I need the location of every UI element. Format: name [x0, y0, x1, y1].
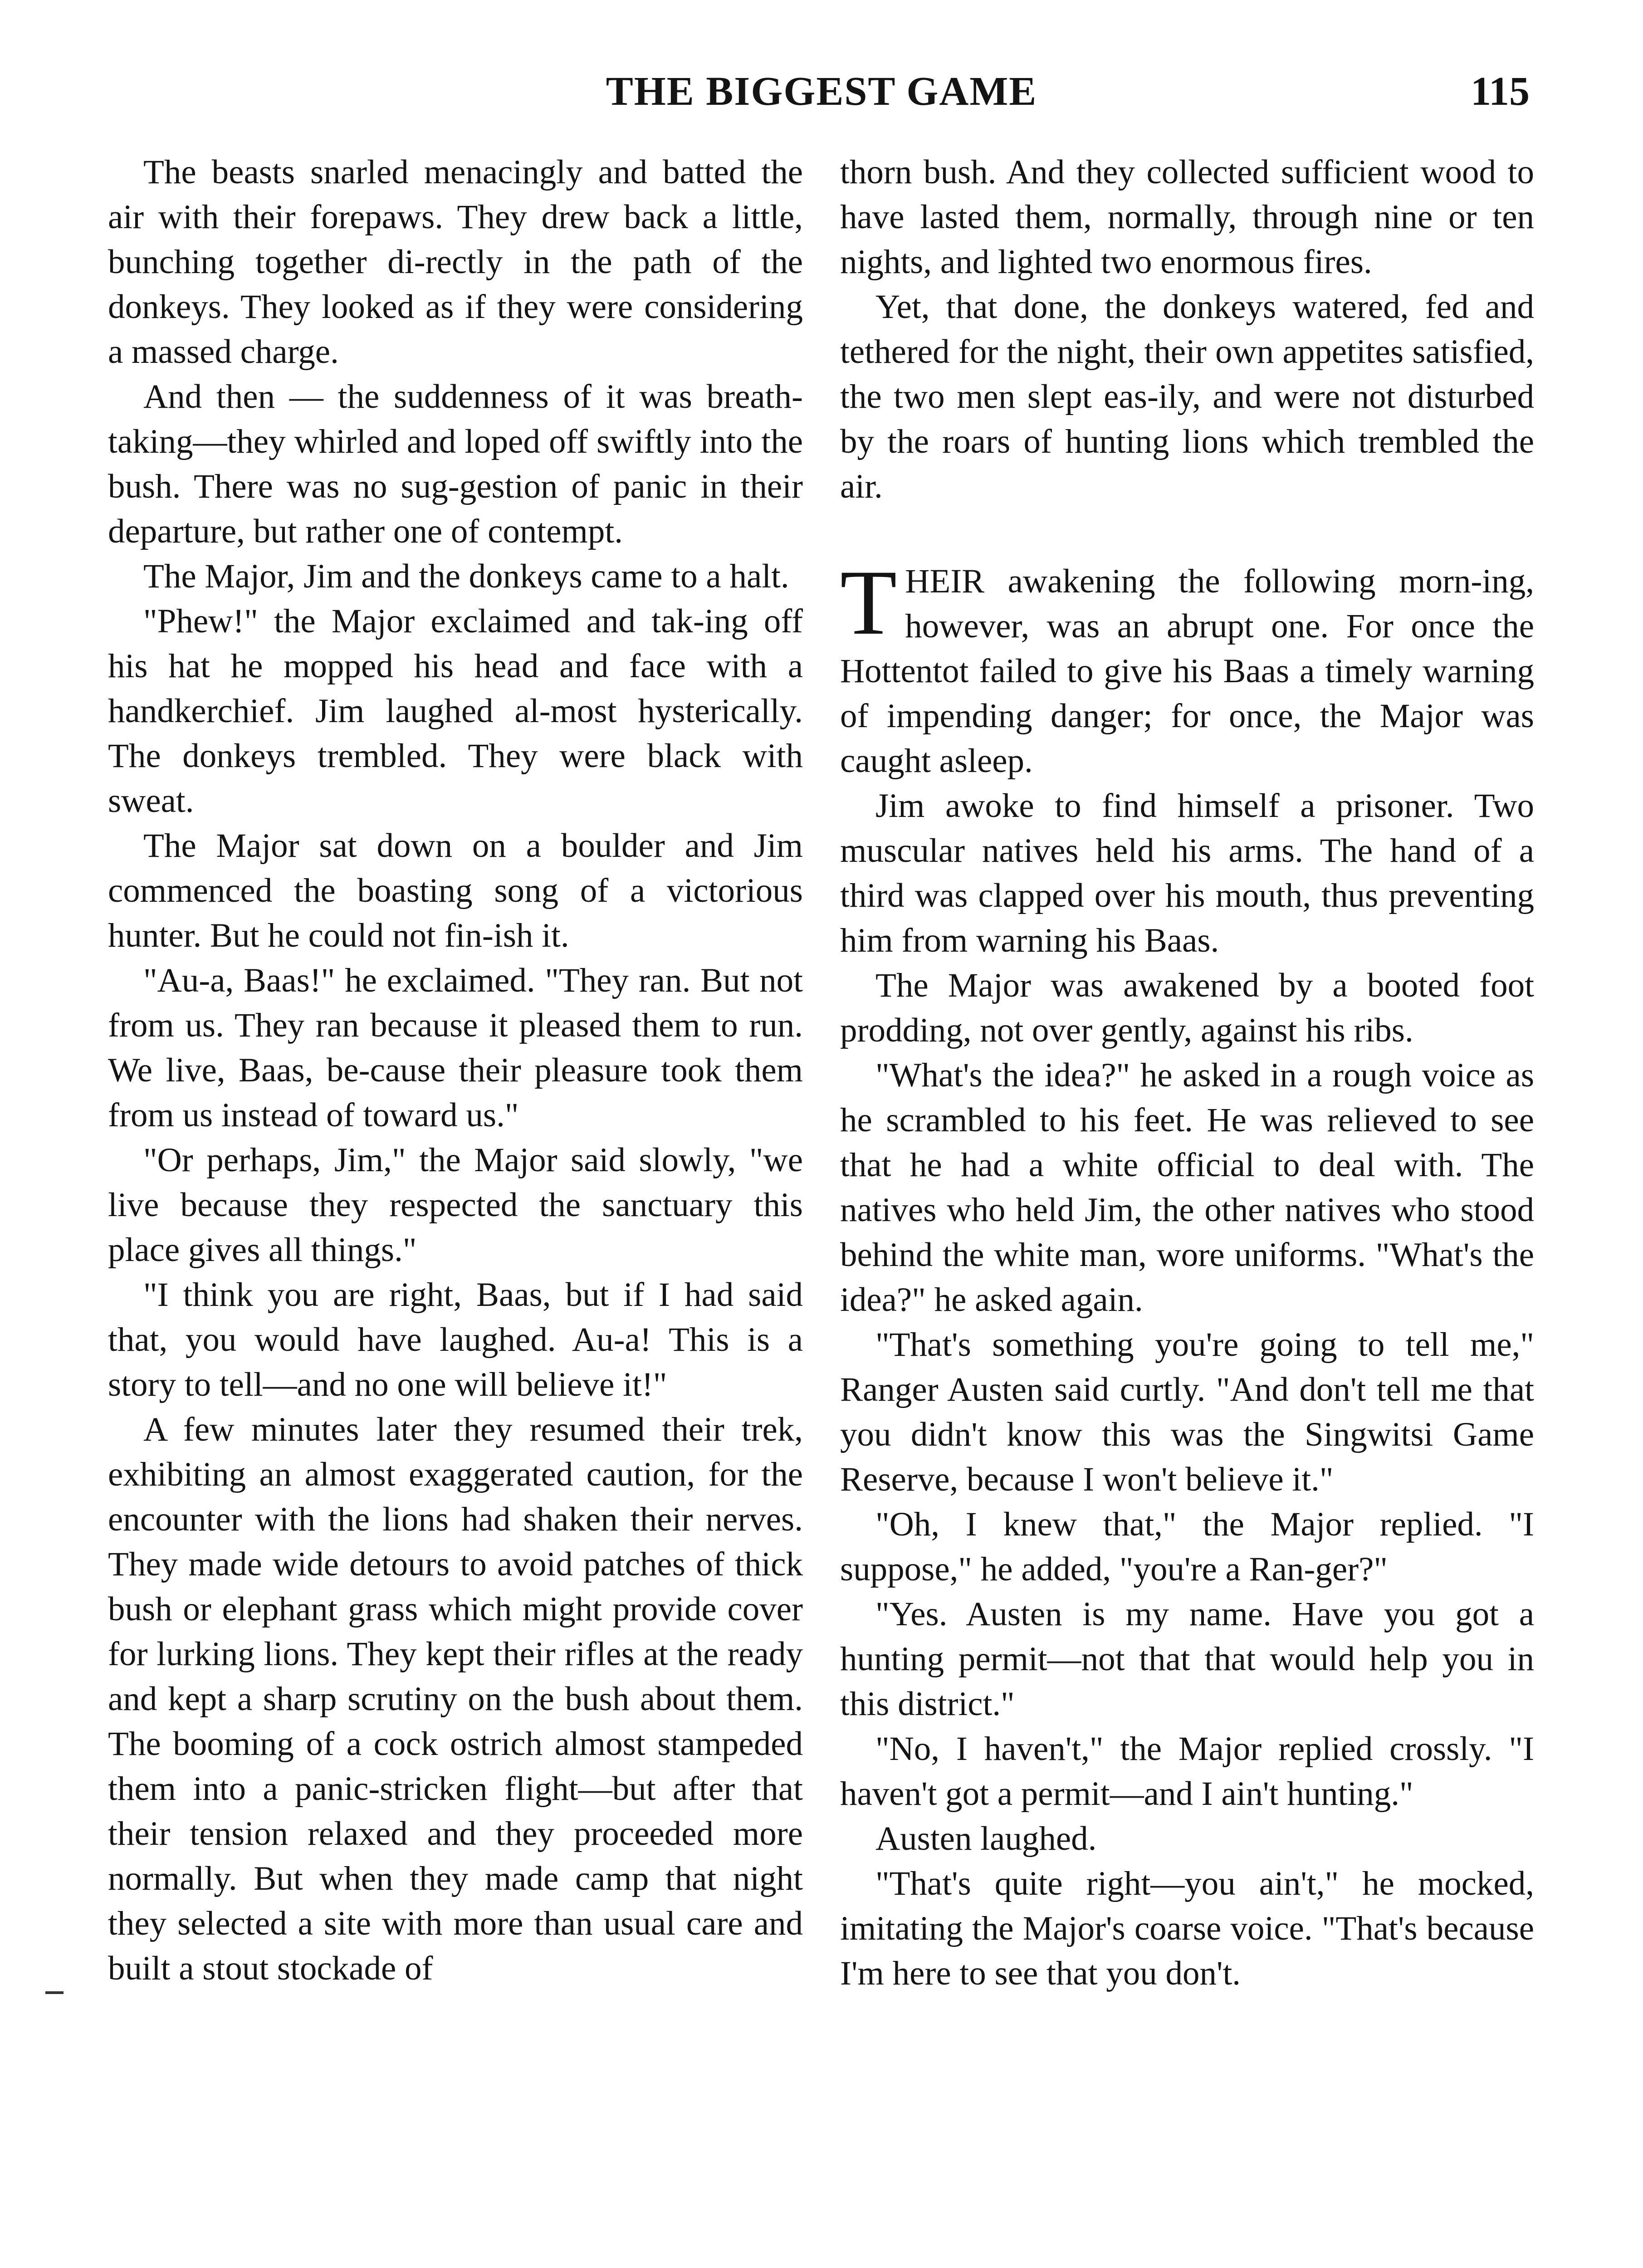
paragraph: Yet, that done, the donkeys watered, fed and tethered for the night, their own appetites satisfied, the two men slept eas-ily, and were not disturbed by the roars of hunting lions which trembled the air.: [840, 288, 1534, 505]
margin-mark: [45, 1991, 64, 1994]
left-column: [108, 150, 803, 1991]
paragraph: "That's quite right—you ain't," he mocked, imitating the Major's coarse voice. "That's because I'm here to see that you don't.: [840, 1865, 1534, 1992]
paragraph: The beasts snarled menacingly and batted the air with their forepaws. They drew back a little, bunching together di-rectly in the path of the donkeys. They looked as if they were considering a massed charge.: [108, 153, 803, 371]
paragraph: "What's the idea?" he asked in a rough voice as he scrambled to his feet. He was relieved to see that he had a white official to deal with. The natives who held Jim, the other natives who stood behind the white man, wore uniforms. "What's the idea?" he asked again.: [840, 1056, 1534, 1319]
paragraph: The Major sat down on a boulder and Jim commenced the boasting song of a victorious hunter. But he could not fin-ish it.: [108, 827, 803, 954]
drop-cap: T: [840, 551, 897, 654]
right-column: [840, 150, 1534, 1996]
paragraph: "Oh, I knew that," the Major replied. "I suppose," he added, "you're a Ran-ger?": [840, 1505, 1534, 1588]
paragraph: "Yes. Austen is my name. Have you got a hunting permit—not that that would help you in this district.": [840, 1595, 1534, 1723]
page-number: 115: [1470, 69, 1530, 114]
paragraph: "I think you are right, Baas, but if I had said that, you would have laughed. Au-a! This is a story to tell—and no one will believe it!": [108, 1276, 803, 1403]
paragraph: "Au-a, Baas!" he exclaimed. "They ran. But not from us. They ran because it pleased them to run. We live, Baas, be-cause their pleasure took them from us instead of toward us.": [108, 962, 803, 1134]
paragraph: "No, I haven't," the Major replied crossly. "I haven't got a permit—and I ain't hunting.": [840, 1730, 1534, 1813]
section-opening-paragraph: [840, 551, 1534, 783]
paragraph: The Major, Jim and the donkeys came to a halt.: [143, 557, 789, 595]
paragraph: Jim awoke to find himself a prisoner. Two muscular natives held his arms. The hand of a third was clapped over his mouth, thus preventing him from warning his Baas.: [840, 787, 1534, 959]
paragraph: "That's something you're going to tell me," Ranger Austen said curtly. "And don't tell me that you didn't know this was the Singwitsi Game Reserve, because I won't believe it.": [840, 1326, 1534, 1498]
paragraph: And then — the suddenness of it was breath-taking—they whirled and loped off swiftly into the bush. There was no sug-gestion of panic in their departure, but rather one of contempt.: [108, 378, 803, 550]
page-header: [0, 68, 1643, 122]
paragraph: A few minutes later they resumed their trek, exhibiting an almost exaggerated caution, for the encounter with the lions had shaken their nerves. They made wide detours to avoid patches of thick bush or elephant grass which might provide cover for lurking lions. They kept their rifles at the ready and kept a sharp scrutiny on the bush about them. The booming of a cock ostrich almost stampeded them into a panic-stricken flight—but after that their tension relaxed and they proceeded more normally. But when they made camp that night they selected a site with more than usual care and built a stout stockade of: [108, 1411, 803, 1987]
paragraph: "Phew!" the Major exclaimed and tak-ing off his hat he mopped his head and face with a handkerchief. Jim laughed al-most hysterically. The donkeys trembled. They were black with sweat.: [108, 602, 803, 820]
paragraph: Austen laughed.: [875, 1820, 1097, 1857]
running-title: THE BIGGEST GAME: [606, 69, 1037, 114]
paragraph: "Or perhaps, Jim," the Major said slowly, "we live because they respected the sanctuary this place gives all things.": [108, 1141, 803, 1269]
paragraph: thorn bush. And they collected sufficient wood to have lasted them, normally, through nine or ten nights, and lighted two enormous fires.: [840, 153, 1534, 281]
section-opening-text: HEIR awakening the following morn-ing, however, was an abrupt one. For once the Hottentot failed to give his Baas a timely warning of impending danger; for once, the Major was caught asleep.: [840, 562, 1534, 780]
paragraph: The Major was awakened by a booted foot prodding, not over gently, against his ribs.: [840, 967, 1534, 1049]
